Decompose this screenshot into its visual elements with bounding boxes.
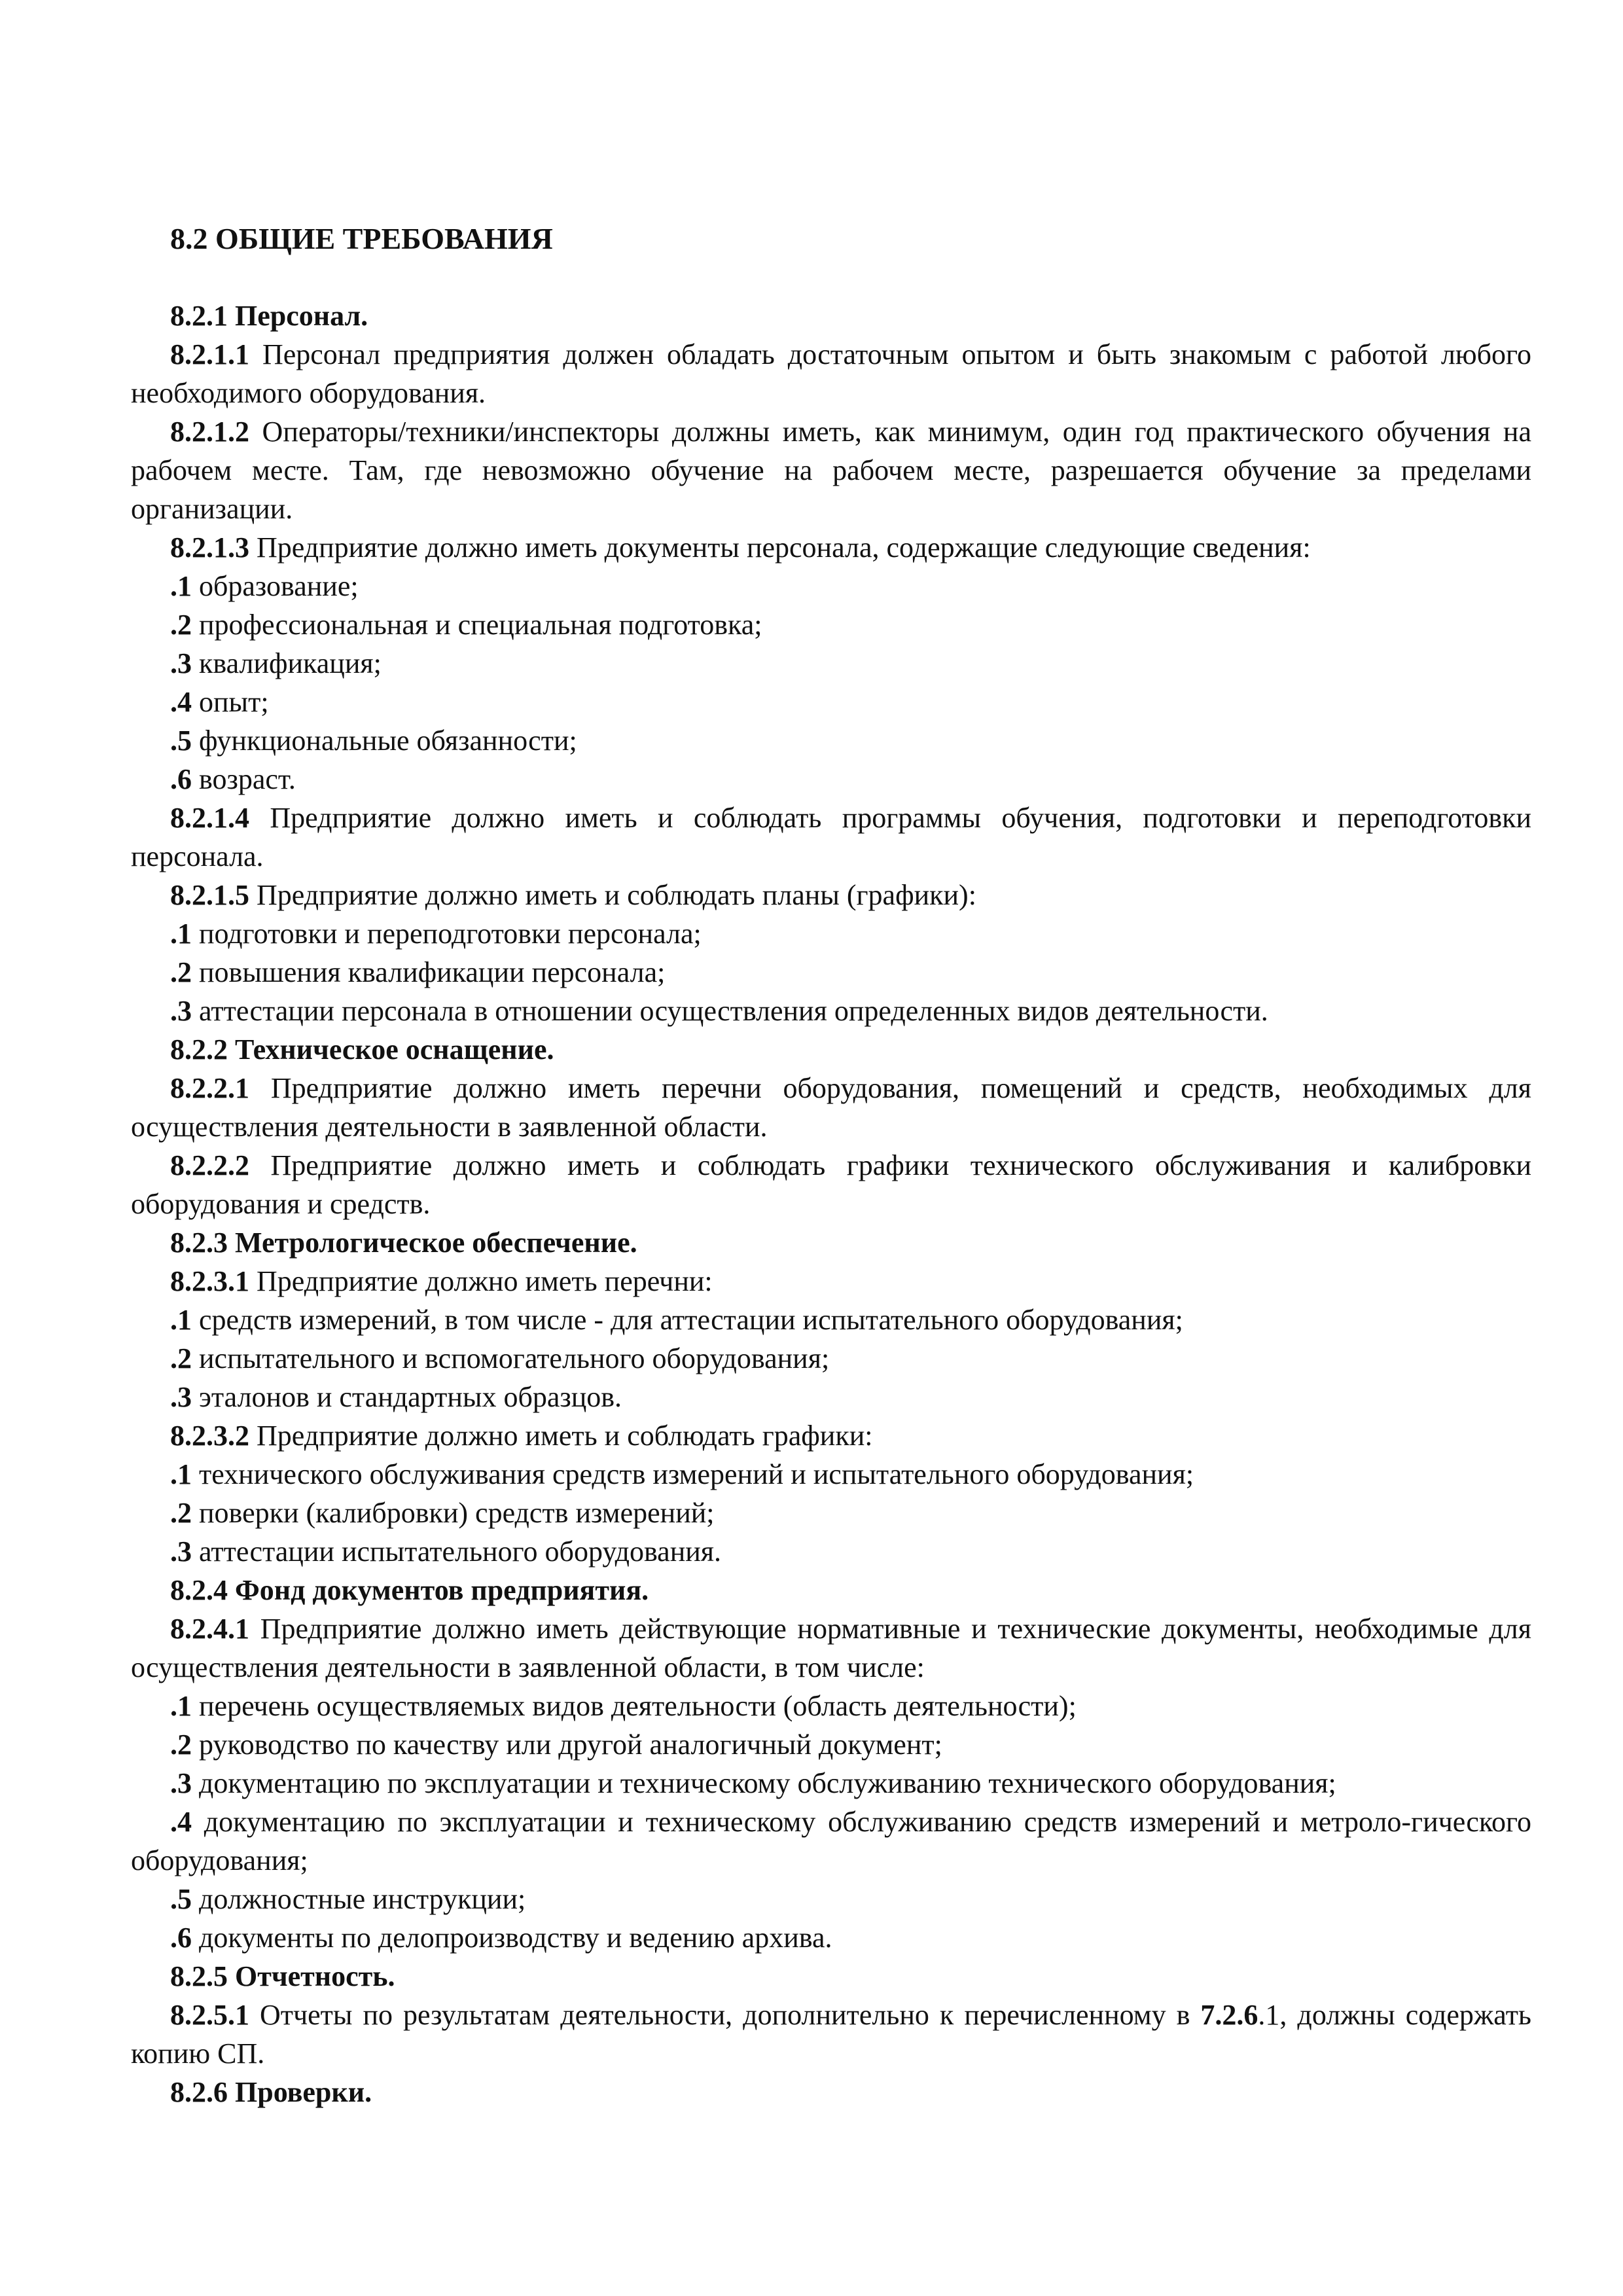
section-heading-8-2-4: 8.2.4 Фонд документов предприятия. xyxy=(170,1574,649,1606)
paragraph-8-2-1-2: 8.2.1.2 Операторы/техники/инспекторы должны иметь, как минимум, один год практического обучения на рабочем месте. Там, где невозможно обучение на рабочем месте, разрешается обучение за пределами организации. xyxy=(131,416,1532,525)
paragraph-8-2-1-4: 8.2.1.4 Предприятие должно иметь и соблюдать программы обучения, подготовки и переподготовки персонала. xyxy=(131,802,1532,872)
list-item: .1 технического обслуживания средств измерений и испытательного оборудования; xyxy=(170,1458,1194,1490)
list-item: .2 повышения квалификации персонала; xyxy=(170,956,666,988)
page-title: 8.2 ОБЩИЕ ТРЕБОВАНИЯ xyxy=(170,222,553,255)
section-heading-8-2-5: 8.2.5 Отчетность. xyxy=(170,1960,395,1992)
list-item: .1 перечень осуществляемых видов деятельности (область деятельности); xyxy=(170,1690,1077,1722)
list-item: .2 руководство по качеству или другой аналогичный документ; xyxy=(170,1729,942,1761)
list-item: .6 возраст. xyxy=(170,763,296,795)
list-item: .4 опыт; xyxy=(170,686,269,718)
paragraph-8-2-2-1: 8.2.2.1 Предприятие должно иметь перечни оборудования, помещений и средств, необходимых для осуществления деятельности в заявленной области. xyxy=(131,1072,1531,1143)
paragraph-8-2-4-1: 8.2.4.1 Предприятие должно иметь действующие нормативные и технические документы, необходимые для осуществления деятельности в заявленной области, в том числе: xyxy=(131,1613,1531,1683)
list-item: .3 квалификация; xyxy=(170,647,382,679)
list-item: .5 должностные инструкции; xyxy=(170,1883,526,1915)
section-heading-8-2-3: 8.2.3 Метрологическое обеспечение. xyxy=(170,1227,637,1259)
paragraph-8-2-1-1: 8.2.1.1 Персонал предприятия должен обладать достаточным опытом и быть знакомым с работой любого необходимого оборудования. xyxy=(131,338,1532,409)
list-item: .3 аттестации испытательного оборудования. xyxy=(170,1535,722,1568)
list-item: .2 профессиональная и специальная подготовка; xyxy=(170,609,762,641)
list-item: .5 функциональные обязанности; xyxy=(170,725,577,757)
paragraph-8-2-3-2: 8.2.3.2 Предприятие должно иметь и соблюдать графики: xyxy=(170,1420,873,1452)
section-heading-8-2-2: 8.2.2 Техническое оснащение. xyxy=(170,1033,554,1066)
list-item: .2 поверки (калибровки) средств измерений; xyxy=(170,1497,715,1529)
paragraph-8-2-2-2: 8.2.2.2 Предприятие должно иметь и соблюдать графики технического обслуживания и калибровки оборудования и средств. xyxy=(131,1149,1532,1220)
list-item: .6 документы по делопроизводству и ведению архива. xyxy=(170,1922,832,1954)
list-item: .1 средств измерений, в том числе - для аттестации испытательного оборудования; xyxy=(170,1304,1183,1336)
section-heading-8-2-6: 8.2.6 Проверки. xyxy=(170,2076,372,2108)
paragraph-8-2-5-1: 8.2.5.1 Отчеты по результатам деятельности, дополнительно к перечисленному в 7.2.6.1, должны содержать копию СП. xyxy=(131,1999,1531,2070)
list-item: .3 эталонов и стандартных образцов. xyxy=(170,1381,622,1413)
paragraph-8-2-1-3: 8.2.1.3 Предприятие должно иметь документы персонала, содержащие следующие сведения: xyxy=(170,531,1311,564)
list-item: .1 образование; xyxy=(170,570,359,602)
section-heading-8-2-1: 8.2.1 Персонал. xyxy=(170,300,368,332)
list-item: .4 документацию по эксплуатации и техническому обслуживанию средств измерений и метроло-гического оборудования; xyxy=(131,1806,1531,1876)
document-body xyxy=(131,219,1531,2111)
paragraph-8-2-3-1: 8.2.3.1 Предприятие должно иметь перечни: xyxy=(170,1265,713,1297)
list-item: .2 испытательного и вспомогательного оборудования; xyxy=(170,1342,830,1374)
list-item: .3 аттестации персонала в отношении осуществления определенных видов деятельности. xyxy=(170,995,1268,1027)
list-item: .1 подготовки и переподготовки персонала; xyxy=(170,918,702,950)
paragraph-8-2-1-5: 8.2.1.5 Предприятие должно иметь и соблюдать планы (графики): xyxy=(170,879,976,911)
list-item: .3 документацию по эксплуатации и техническому обслуживанию технического оборудования; xyxy=(170,1767,1336,1799)
